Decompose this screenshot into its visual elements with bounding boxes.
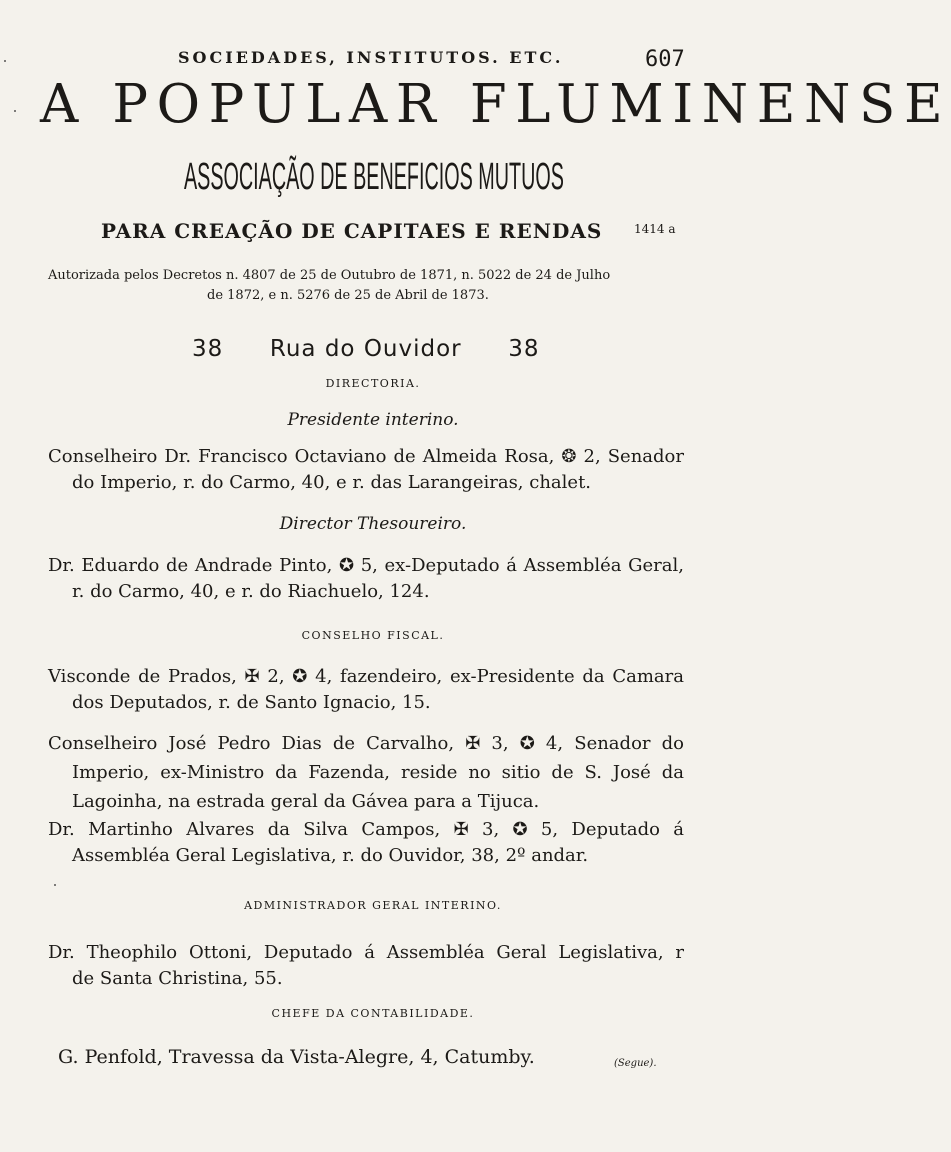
president-line-1: Conselheiro Dr. Francisco Octaviano de Almeida Rosa, ❂ 2, Senador [48,446,684,467]
fiscal-member [48,729,684,816]
treasurer-title: Director Thesoureiro. [279,514,467,534]
treasurer-line-2: r. do Carmo, 40, e r. do Riachuelo, 124. [72,581,430,602]
fiscal-member-1-line-1: Visconde de Prados, ✠ 2, ✪ 4, fazendeiro, ex-Presidente da Camara [48,666,684,687]
administrador-line-2: de Santa Christina, 55. [72,968,283,989]
ink-speck [4,60,6,62]
ink-speck [14,110,16,112]
conselho-fiscal-heading: CONSELHO FISCAL. [301,629,445,642]
president-line-2: do Imperio, r. do Carmo, 40, e r. das Larangeiras, chalet. [72,472,592,493]
purpose-note: 1414 a [634,222,676,236]
directoria-heading: DIRECTORIA. [325,377,421,390]
fiscal-member [48,817,684,869]
fiscal-member-2-line-2: Imperio, ex-Ministro da Fazenda, reside no sitio de S. José da [72,762,684,783]
purpose-line: PARA CREAÇÃO DE CAPITAES E RENDAS [101,219,603,243]
contabilidade-heading: CHEFE DA CONTABILIDADE. [271,1007,475,1020]
fiscal-member-3-line-2: Assembléa Geral Legislativa, r. do Ouvidor, 38, 2º andar. [72,845,589,866]
fiscal-member-3-line-1: Dr. Martinho Alvares da Silva Campos, ✠ 3, ✪ 5, Deputado á [48,819,684,840]
administrador-heading: ADMINISTRADOR GERAL INTERINO. [244,899,502,912]
president-entry [48,444,684,496]
page-number: 607 [645,47,685,72]
treasurer-line-1: Dr. Eduardo de Andrade Pinto, ✪ 5, ex-Deputado á Assembléa Geral, [48,555,684,576]
section-heading: SOCIEDADES, INSTITUTOS. ETC. [178,48,564,67]
fiscal-member-2-line-3: Lagoinha, na estrada geral da Gávea para a Tijuca. [72,791,540,812]
address-number-left: 38 [192,336,224,362]
authorization-line-2: de 1872, e n. 5276 de 25 de Abril de 1873. [207,288,489,303]
fiscal-member-1-line-2: dos Deputados, r. de Santo Ignacio, 15. [72,692,431,713]
fiscal-member-2-line-1: Conselheiro José Pedro Dias de Carvalho, ✠ 3, ✪ 4, Senador do [48,733,684,754]
page-title: A POPULAR FLUMINENSE [40,74,951,135]
authorization-line-1: Autorizada pelos Decretos n. 4807 de 25 de Outubro de 1871, n. 5022 de 24 de Julho [48,268,611,283]
continuation-note: (Segue). [614,1058,657,1069]
president-title: Presidente interino. [287,410,459,430]
address-number-right: 38 [508,336,540,362]
treasurer-entry [48,553,684,605]
subtitle: ASSOCIAÇÃO DE BENEFICIOS MUTUOS [184,156,564,198]
fiscal-member [48,664,684,716]
administrador-line-1: Dr. Theophilo Ottoni, Deputado á Assembléa Geral Legislativa, r [48,942,684,963]
address [192,336,540,362]
contabilidade-line: G. Penfold, Travessa da Vista-Alegre, 4, Catumby. [58,1046,535,1068]
administrador-entry [48,940,684,992]
address-street: Rua do Ouvidor [269,336,462,362]
ink-speck [54,884,56,886]
